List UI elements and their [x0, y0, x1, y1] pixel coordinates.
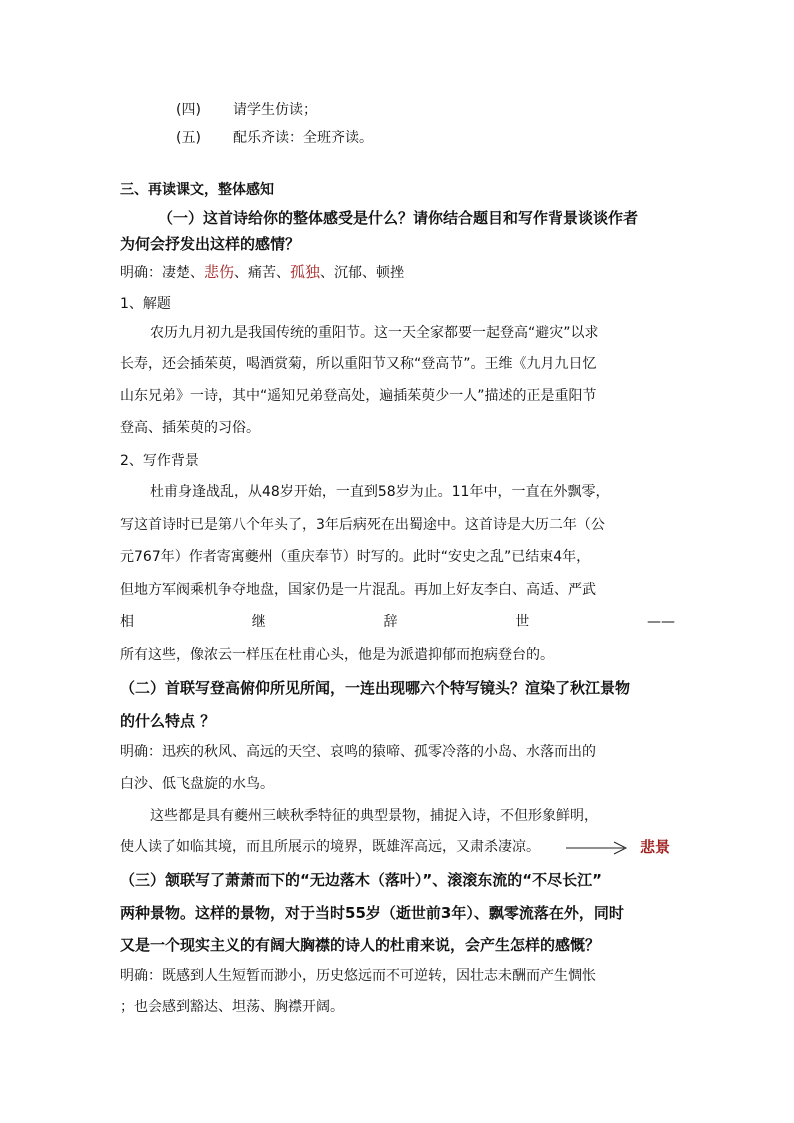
answer-label: 明确： [120, 265, 162, 281]
answer-item: 凄楚 [162, 265, 190, 281]
question-1-line-1: （一）这首诗给你的整体感受是什么？请你结合题目和写作背景谈谈作者 [158, 209, 639, 227]
answer-item-highlight: 孤独 [290, 263, 321, 281]
separator: 、 [276, 265, 291, 281]
paragraph-2-justified-line [120, 612, 675, 632]
justified-char: 辞 [383, 614, 398, 630]
paragraph-3-line: 使人读了如临其境，而且所展示的境界，既雄浑高远，又肃杀凄凉。 [120, 839, 540, 855]
justified-dash: —— [647, 614, 675, 630]
paragraph-1-line: 山东兄弟》一诗，其中“遥知兄弟登高处，遍插茱萸少一人”描述的正是重阳节 [120, 388, 597, 404]
step-5-text: 配乐齐读：全班齐读。 [233, 130, 373, 146]
justified-char: 继 [251, 614, 266, 630]
subheading-1: 1、解题 [120, 296, 171, 312]
paragraph-3-line: 这些都是具有夔州三峡秋季特征的典型景物，捕捉入诗，不但形象鲜明， [150, 808, 598, 824]
separator: 、 [320, 265, 335, 281]
justified-char: 世 [515, 614, 530, 630]
paragraph-2-line: 所有这些，像浓云一样压在杜甫心头，他是为派遣抑郁而抱病登台的。 [120, 647, 554, 663]
separator: 、 [362, 265, 377, 281]
arrow-right-icon [566, 839, 628, 855]
paragraph-2-line: 但地方军阀乘机争夺地盘，国家仍是一片混乱。再加上好友李白、高适、严武 [120, 582, 596, 598]
justified-char: 相 [120, 614, 134, 630]
answer-1 [120, 262, 404, 283]
answer-item: 沉郁 [334, 265, 363, 281]
paragraph-1-line: 登高、插茱萸的习俗。 [120, 420, 260, 436]
paragraph-1-line: 农历九月初九是我国传统的重阳节。这一天全家都要一起登高“避灾”以求 [150, 325, 599, 341]
subheading-2: 2、写作背景 [120, 453, 199, 469]
answer-item: 顿挫 [376, 265, 405, 281]
paragraph-2-line: 元767年）作者寄寓夔州（重庆奉节）时写的。此时“安史之乱”已结束4年， [120, 549, 591, 565]
step-4-text: 请学生仿读； [233, 102, 317, 118]
paragraph-2-line: 写这首诗时已是第八个年头了，3年后病死在出蜀途中。这首诗是大历二年（公 [120, 517, 605, 533]
paragraph-1-line: 长寿，还会插茱萸，喝酒赏菊，所以重阳节又称“登高节”。王维《九月九日忆 [120, 356, 597, 372]
answer-item-highlight: 悲伤 [204, 263, 235, 281]
question-2-line-2: 的什么特点 ？ [120, 712, 216, 730]
question-3-line: 又是一个现实主义的有阔大胸襟的诗人的杜甫来说，会产生怎样的感慨？ [120, 936, 601, 954]
answer-item: 痛苦 [248, 265, 277, 281]
answer-3-line: 明确：既感到人生短暂而渺小，历史悠远而不可逆转，因壮志未酬而产生惆怅 [120, 968, 596, 984]
question-3-line: （三）颔联写了萧萧而下的“无边落木（落叶）”、滚滚东流的“不尽长江” [120, 871, 602, 889]
answer-3-line: ；也会感到豁达、坦荡、胸襟开阔。 [120, 999, 344, 1015]
answer-2-line: 明确：迅疾的秋风、高远的天空、哀鸣的猿啼、孤零冷落的小岛、水落而出的 [120, 744, 596, 760]
step-4-number: (四) [176, 102, 201, 118]
question-2-line-1: （二）首联写登高俯仰所见所闻，一连出现哪六个特写镜头？渲染了秋江景物 [120, 679, 631, 697]
section-3-heading: 三、再读课文，整体感知 [120, 182, 274, 198]
question-1-line-2: 为何会抒发出这样的感情？ [120, 235, 301, 253]
sad-scene-tag: 悲景 [640, 838, 671, 856]
paragraph-2-line: 杜甫身逢战乱，从48岁开始，一直到58岁为止。11年中，一直在外飘零， [150, 484, 610, 500]
separator: 、 [190, 265, 204, 281]
step-5-number: (五) [176, 130, 201, 146]
answer-2-line: 白沙、低飞盘旋的水鸟。 [120, 776, 274, 792]
question-3-line: 两种景物。这样的景物，对于当时55岁（逝世前3年）、飘零流落在外，同时 [120, 904, 624, 922]
separator: 、 [234, 265, 249, 281]
